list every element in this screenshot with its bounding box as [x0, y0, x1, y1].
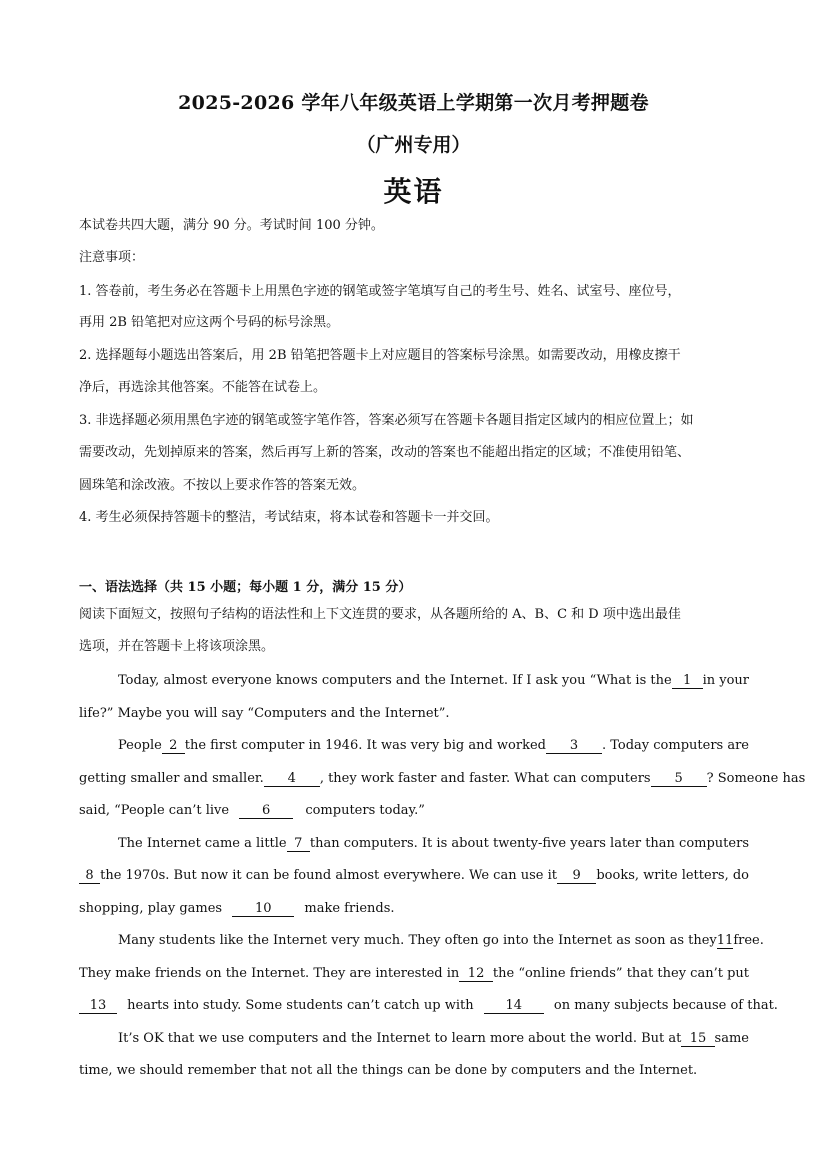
passage-line — [79, 771, 806, 787]
instruction-text: 阅读下面短文，按照句子结构的语法性和上下文连贯的要求，从各题所给的 A、B、C 和 D 项中选出最佳 — [79, 607, 681, 622]
passage-text: They make friends on the Internet. They are interested in — [79, 966, 460, 981]
passage-text: books, write letters, do — [596, 868, 749, 883]
blank-9[interactable]: 9 — [557, 868, 596, 884]
passage-text: than computers. It is about twenty-five years later than computers — [309, 836, 749, 851]
blank-13[interactable]: 13 — [79, 998, 117, 1014]
notice-3-line-1 — [79, 413, 749, 429]
notice-text: 1. 答卷前，考生务必在答题卡上用黑色字迹的钢笔或签字笔填写自己的考生号、姓名、试室号、座位号， — [79, 284, 681, 299]
blank-2[interactable]: 2 — [162, 738, 185, 754]
blank-3[interactable]: 3 — [546, 738, 602, 754]
passage-line — [118, 836, 749, 852]
notice-title: 注意事项： — [79, 250, 145, 265]
notice-2-line-1 — [79, 348, 749, 364]
passage-text: in your — [702, 673, 749, 688]
passage-line — [118, 673, 749, 689]
passage-text: The Internet came a little — [118, 836, 287, 851]
passage-text: the “online friends” that they can’t put — [492, 966, 749, 981]
blank-14[interactable]: 14 — [484, 998, 544, 1014]
passage-line — [79, 998, 778, 1014]
passage-text: . Today computers are — [601, 738, 749, 753]
passage-text: ? Someone has — [706, 771, 806, 786]
passage-text: same — [714, 1031, 749, 1046]
notice-text: 需要改动，先划掉原来的答案，然后再写上新的答案，改动的答案也不能超出指定的区域；不准使用铅笔、 — [79, 445, 691, 460]
blank-4[interactable]: 4 — [264, 771, 320, 787]
passage-line: life?” Maybe you will say “Computers and the Internet”. — [79, 706, 450, 721]
passage-text: People — [118, 738, 162, 753]
passage-text: , they work faster and faster. What can computers — [319, 771, 651, 786]
passage-text: getting smaller and smaller. — [79, 771, 264, 786]
notice-text: 3. 非选择题必须用黑色字迹的钢笔或签字笔作答，答案必须写在答题卡各题目指定区域内的相应位置上；如 — [79, 413, 694, 428]
blank-11[interactable]: 11 — [716, 933, 734, 948]
section-instruction-line-1 — [79, 607, 749, 623]
passage-text: free. — [733, 933, 764, 948]
exam-subtitle: （广州专用） — [356, 134, 471, 156]
passage-line: time, we should remember that not all the things can be done by computers and the Internet. — [79, 1063, 698, 1078]
passage-line — [79, 868, 749, 884]
section-instruction-line-2: 选项，并在答题卡上将该项涂黑。 — [79, 639, 275, 654]
blank-1[interactable]: 1 — [672, 673, 703, 689]
notice-3-line-3: 圆珠笔和涂改液。不按以上要求作答的答案无效。 — [79, 478, 366, 493]
blank-8[interactable]: 8 — [79, 868, 100, 884]
passage-text: the first computer in 1946. It was very big and worked — [184, 738, 546, 753]
notice-4: 4. 考生必须保持答题卡的整洁，考试结束，将本试卷和答题卡一并交回。 — [79, 510, 499, 525]
exam-title: 2025-2026 学年八年级英语上学期第一次月考押题卷 — [178, 92, 649, 114]
passage-text: Many students like the Internet very much. They often go into the Internet as soon as they — [118, 933, 717, 948]
passage-text: make friends. — [304, 901, 395, 916]
passage-line — [118, 1031, 749, 1047]
section-heading: 一、语法选择（共 15 小题；每小题 1 分，满分 15 分） — [79, 580, 412, 595]
passage-text: hearts into study. Some students can’t catch up with — [127, 998, 474, 1013]
passage-text: the 1970s. But now it can be found almost everywhere. We can use it — [100, 868, 557, 883]
notice-text: 2. 选择题每小题选出答案后，用 2B 铅笔把答题卡上对应题目的答案标号涂黑。如需要改动，用橡皮擦干 — [79, 348, 681, 363]
passage-line — [118, 933, 764, 949]
passage-text: on many subjects because of that. — [553, 998, 778, 1013]
passage-text: computers today.” — [305, 803, 425, 818]
subject-title: 英语 — [383, 175, 444, 208]
passage-text: shopping, play games — [79, 901, 223, 916]
blank-12[interactable]: 12 — [459, 966, 493, 982]
passage-line — [79, 901, 749, 917]
exam-intro: 本试卷共四大题，满分 90 分。考试时间 100 分钟。 — [79, 218, 384, 233]
blank-5[interactable]: 5 — [651, 771, 707, 787]
passage-line — [79, 966, 749, 982]
notice-1-line-1 — [79, 284, 749, 300]
passage-text: said, “People can’t live — [79, 803, 230, 818]
notice-2-line-2: 净后，再选涂其他答案。不能答在试卷上。 — [79, 380, 327, 395]
blank-6[interactable]: 6 — [239, 803, 293, 819]
blank-15[interactable]: 15 — [681, 1031, 714, 1047]
blank-7[interactable]: 7 — [287, 836, 310, 852]
passage-text: Today, almost everyone knows computers and the Internet. If I ask you “What is the — [118, 673, 672, 688]
blank-10[interactable]: 10 — [232, 901, 294, 917]
passage-line — [79, 803, 749, 819]
passage-line — [118, 738, 749, 754]
passage-text: It’s OK that we use computers and the Internet to learn more about the world. But at — [118, 1031, 682, 1046]
notice-3-line-2 — [79, 445, 749, 461]
notice-1-line-2: 再用 2B 铅笔把对应这两个号码的标号涂黑。 — [79, 315, 340, 330]
